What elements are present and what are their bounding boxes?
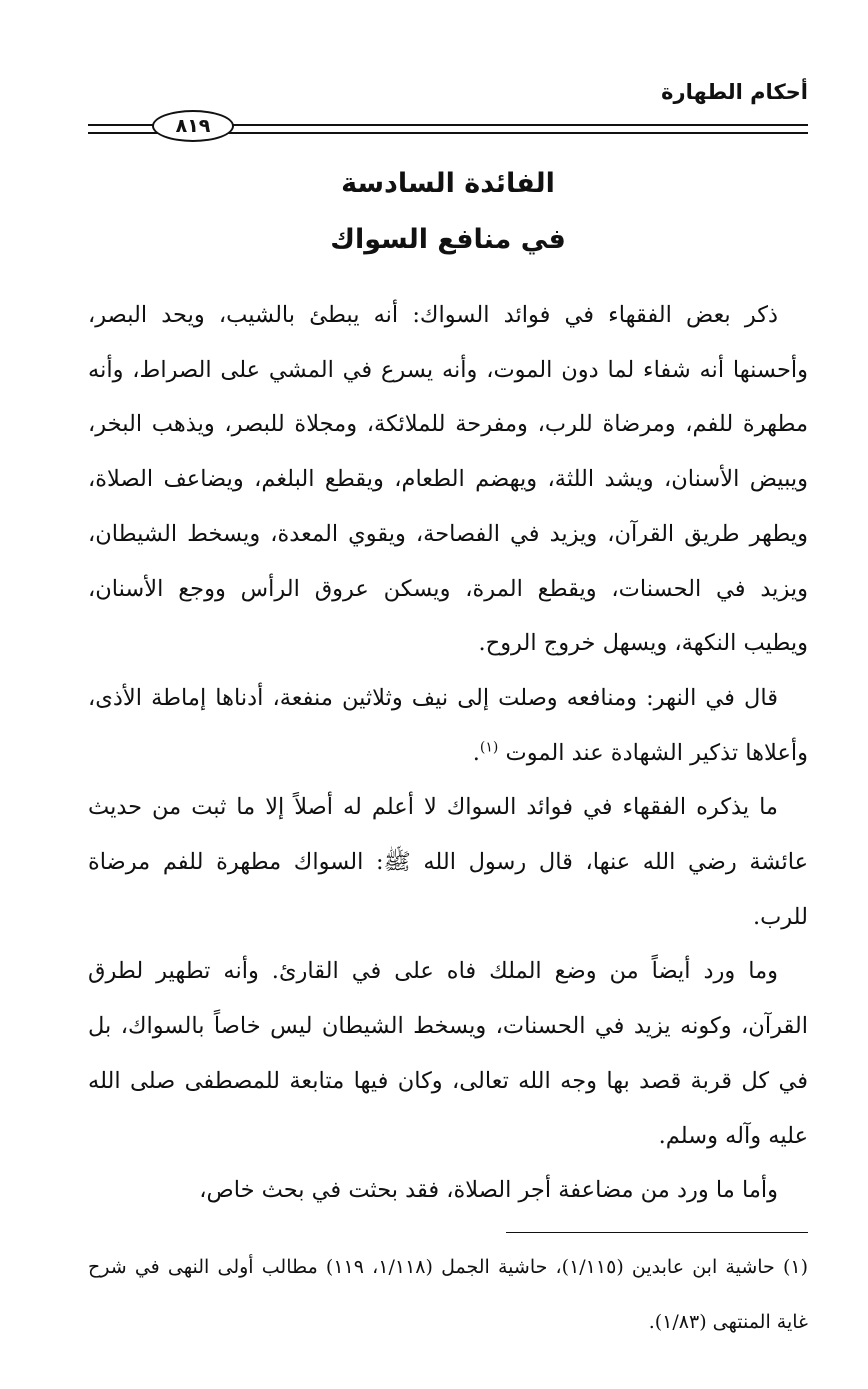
footnote: (١) حاشية ابن عابدين (١/١١٥)، حاشية الجمل (١/١١٨، ١١٩) مطالب أولى النهى في شرح غاية المنتهى (١/٨٣). — [88, 1256, 809, 1333]
page-number: ٨١٩ — [152, 110, 234, 142]
paragraph: ذكر بعض الفقهاء في فوائد السواك: أنه يبطئ بالشيب، ويحد البصر، وأحسنها أنه شفاء لما دون الموت، وأنه يسرع في المشي على الصراط، وأنه مطهرة للفم، ومرضاة للرب، ومفرحة للملائكة، ومجلاة للبصر، ويذهب البخر، ويبيض الأسنان، ويشد اللثة، ويهضم الطعام، ويقطع البلغم، ويضاعف الصلاة، ويطهر طريق القرآن، ويزيد في الفصاحة، ويقوي المعدة، ويسخط الشيطان، ويزيد في الحسنات، ويقطع المرة، ويسكن عروق الرأس ووجع الأسنان، ويطيب النكهة، ويسهل خروج الروح. — [88, 302, 808, 657]
running-header-title: أحكام الطهارة — [661, 80, 808, 104]
footnote-reference: (١) — [479, 739, 499, 756]
paragraph-text: قال في النهر: ومنافعه وصلت إلى نيف وثلاثين منفعة، أدناها إماطة الأذى، وأعلاها تذكير الشهادة عند الموت — [88, 684, 808, 766]
footnotes — [88, 1240, 808, 1350]
footnote-separator — [506, 1232, 808, 1233]
paragraph: وما ورد أيضاً من وضع الملك فاه على في القارئ. وأنه تطهير لطرق القرآن، وكونه يزيد في الحسنات، ويسخط الشيطان ليس خاصاً بالسواك، بل في كل قربة قصد بها وجه الله تعالى، وكان فيها متابعة للمصطفى صلى الله عليه وآله وسلم. — [88, 958, 808, 1149]
paragraph: وأما ما ورد من مضاعفة أجر الصلاة، فقد بحثت في بحث خاص، — [199, 1177, 778, 1204]
body-text — [88, 288, 808, 1218]
paragraph — [88, 671, 808, 780]
paragraph: ما يذكره الفقهاء في فوائد السواك لا أعلم له أصلاً إلا ما ثبت من حديث عائشة رضي الله عنها، قال رسول الله ﷺ: السواك مطهرة للفم مرضاة للرب. — [88, 794, 808, 930]
paragraph-end: . — [472, 739, 480, 766]
section-title: الفائدة السادسة — [341, 168, 555, 199]
section-subtitle: في منافع السواك — [330, 224, 566, 255]
